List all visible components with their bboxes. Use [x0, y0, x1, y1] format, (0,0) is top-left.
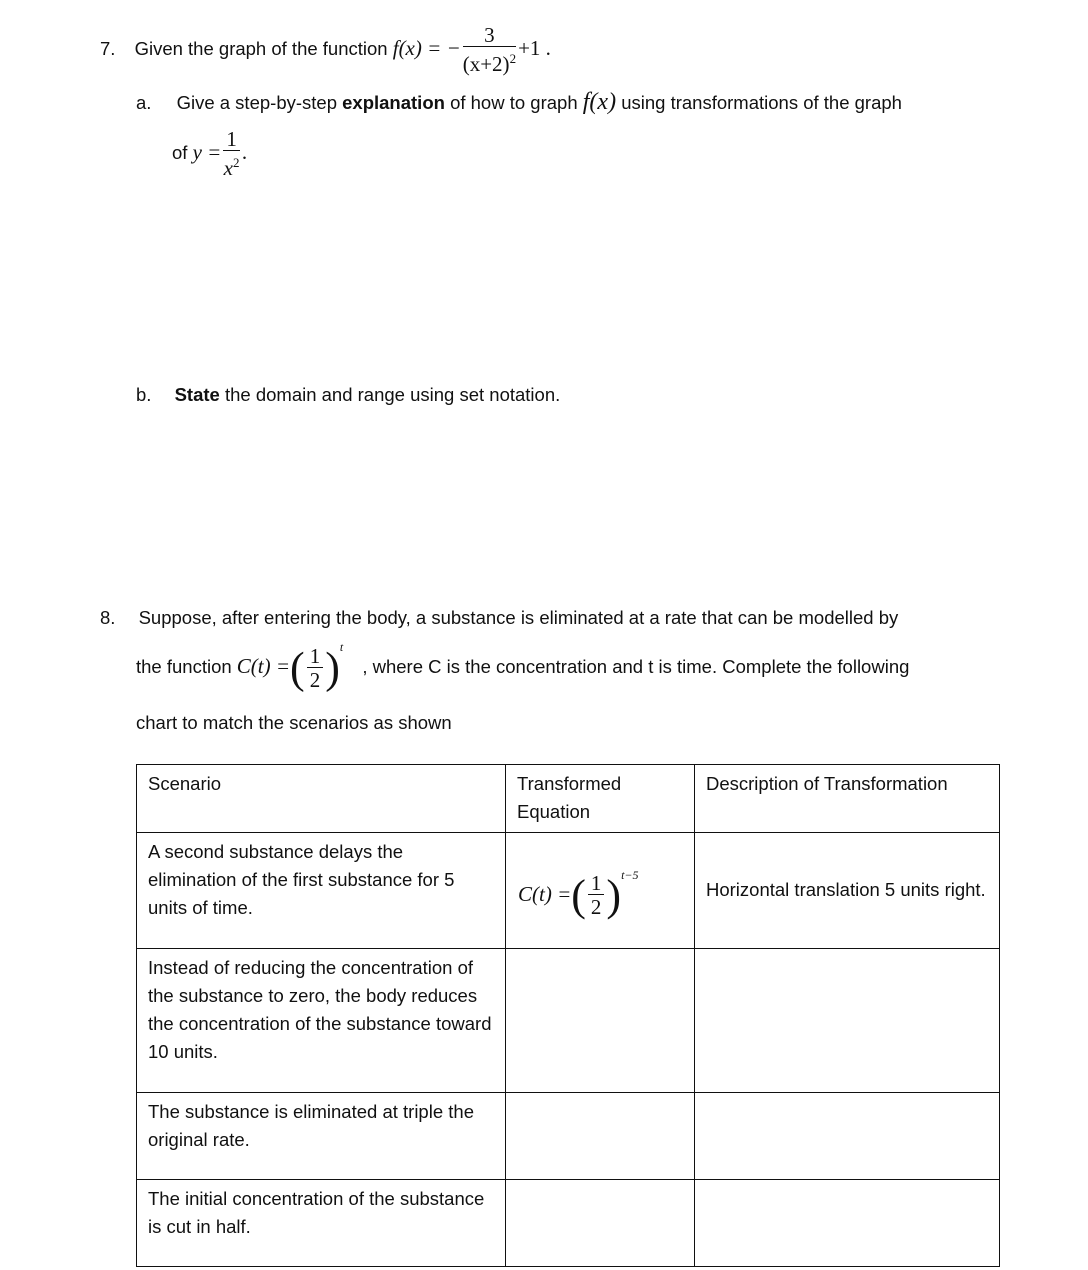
formula-lhs: y = — [192, 139, 222, 164]
numerator: 3 — [463, 24, 516, 47]
paren: ( — [571, 870, 586, 920]
table-row — [137, 833, 1000, 949]
denominator: (x+2) — [462, 52, 510, 76]
paren: ) — [606, 870, 622, 920]
text: the domain and range using set notation. — [219, 384, 561, 405]
header-description: Description of Transformation — [695, 765, 1000, 833]
denominator: 2 — [590, 895, 602, 920]
equation-cell[interactable] — [506, 1180, 695, 1267]
question-8-line3: chart to match the scenarios as shown — [136, 712, 452, 733]
scenario-cell: The substance is eliminated at triple the original rate. — [137, 1093, 506, 1180]
text: Suppose, after entering the body, a substance is eliminated at a rate that can be modelled by — [138, 607, 899, 628]
description-cell[interactable] — [695, 1180, 1000, 1267]
part-label: a. — [136, 92, 152, 113]
description-cell[interactable] — [695, 1093, 1000, 1180]
question-7b — [136, 384, 560, 406]
question-text: Given the graph of the function — [134, 37, 388, 59]
bold-text: explanation — [342, 92, 445, 113]
scenario-cell: A second substance delays the elimination of the first substance for 5 units of time. — [137, 833, 506, 949]
question-8-line2 — [136, 640, 909, 694]
formula-fraction — [588, 872, 605, 919]
equation-cell[interactable] — [506, 1093, 695, 1180]
denominator: 2 — [309, 667, 321, 692]
numerator: 1 — [223, 128, 240, 151]
text: using transformations of the graph — [616, 92, 902, 113]
formula-fraction — [223, 128, 240, 180]
paren: ( — [290, 643, 305, 693]
table-header-row — [137, 765, 1000, 833]
text: the function — [136, 656, 232, 677]
question-7 — [100, 24, 551, 76]
header-scenario: Scenario — [137, 765, 506, 833]
table-row — [137, 949, 1000, 1093]
question-number: 8. — [100, 607, 116, 628]
text: , where C is the concentration and t is time. Complete the following — [362, 656, 910, 677]
text: Give a step-by-step — [176, 92, 343, 113]
scenario-cell: The initial concentration of the substance is cut in half. — [137, 1180, 506, 1267]
table-row — [137, 1180, 1000, 1267]
paren: ) — [325, 643, 340, 693]
denominator: x — [223, 156, 233, 180]
formula-lhs: C(t) = — [236, 654, 291, 678]
equation-cell — [506, 833, 695, 949]
description-cell[interactable] — [695, 949, 1000, 1093]
formula: f(x) — [582, 89, 617, 115]
exponent: t — [339, 640, 344, 654]
description-cell[interactable]: Horizontal translation 5 units right. — [695, 833, 1000, 949]
exponent: 2 — [509, 51, 517, 66]
question-8 — [100, 607, 898, 629]
question-number: 7. — [100, 37, 116, 59]
formula-lhs: C(t) = — [518, 881, 572, 906]
formula-tail: +1 . — [518, 35, 551, 60]
scenario-cell: Instead of reducing the concentration of the substance to zero, the body reduces the concentration of the substance toward 10 units. — [137, 949, 506, 1093]
exponent: t−5 — [621, 867, 639, 882]
numerator: 1 — [307, 645, 324, 668]
formula-fraction — [307, 645, 324, 692]
header-equation: Transformed Equation — [506, 765, 695, 833]
question-7a-line2 — [172, 128, 247, 180]
text: of — [172, 141, 188, 163]
table-row — [137, 1093, 1000, 1180]
part-label: b. — [136, 384, 152, 405]
numerator: 1 — [588, 872, 605, 895]
text: of how to graph — [444, 92, 583, 113]
formula-fraction — [463, 24, 516, 76]
formula-lhs: f(x) = − — [392, 35, 461, 60]
exponent: 2 — [232, 155, 240, 170]
transformation-table — [136, 764, 1000, 1267]
question-7a — [136, 89, 902, 116]
equation-cell[interactable] — [506, 949, 695, 1093]
formula-tail: . — [241, 139, 248, 164]
bold-text: State — [174, 384, 220, 405]
